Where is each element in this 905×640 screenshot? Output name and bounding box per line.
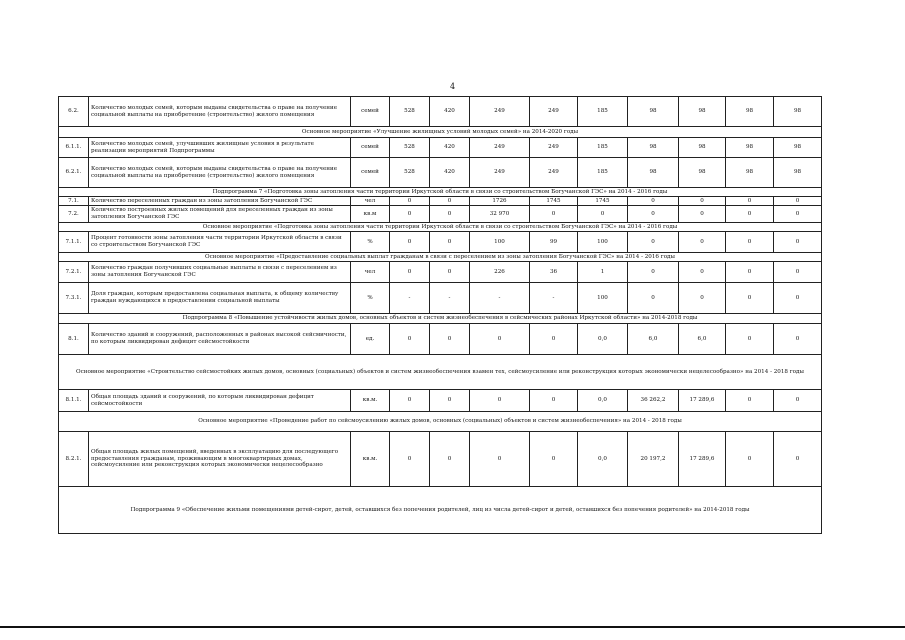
value-cell: 0	[628, 262, 679, 283]
indicator-name: Количество построенных жилых помещений для переселенных граждан из зоны затопления Богучанской ГЭС	[89, 206, 351, 223]
value-cell: 0	[530, 206, 578, 223]
indicator-name: Общая площадь жилых помещений, введенных в эксплуатацию для последующего предоставления гражданам, проживающим в многоквартирных домах, сейсмоусиление или реконструкция которых экономически нецелесообразно	[89, 432, 351, 487]
value-cell: 0	[679, 232, 726, 253]
unit-cell: чел	[351, 197, 390, 206]
section-header-row	[59, 253, 822, 262]
indicator-name: Количество молодых семей, которым выданы свидетельства о праве на получение социальной выплаты на приобретение (строительство) жилого помещения	[89, 158, 351, 188]
indicator-name: Доля граждан, которым предоставлена социальная выплата, к общему количеству граждан нуждающихся в предоставлении социальной выплаты	[89, 283, 351, 314]
table-row	[59, 138, 822, 158]
section-header-row	[59, 314, 822, 324]
value-cell: 0	[774, 283, 822, 314]
value-cell: 36 262,2	[628, 390, 679, 412]
value-cell: 249	[530, 138, 578, 158]
value-cell: 0,0	[578, 390, 628, 412]
value-cell: 420	[430, 158, 470, 188]
value-cell: 185	[578, 97, 628, 127]
value-cell: 20 197,2	[628, 432, 679, 487]
value-cell: 528	[390, 138, 430, 158]
value-cell: 249	[470, 97, 530, 127]
row-code: 7.1.	[59, 197, 89, 206]
indicator-name: Процент готовности зоны затопления части территории Иркутской области в связи со строительством Богучанской ГЭС	[89, 232, 351, 253]
value-cell: 98	[726, 138, 774, 158]
section-header-row	[59, 188, 822, 197]
row-code: 8.1.1.	[59, 390, 89, 412]
section-title: Основное мероприятие «Строительство сейсмостойких жилых домов, основных (социальных) объектов и систем жизнеобеспечения взамен тех, сейсмоусиление или реконструкция которых экономически нецелесообразно» на 2014 - 2018 годы	[59, 355, 822, 390]
value-cell: 100	[578, 283, 628, 314]
value-cell: 249	[530, 158, 578, 188]
value-cell: 0	[430, 390, 470, 412]
section-header-row	[59, 127, 822, 138]
value-cell: 6,0	[679, 324, 726, 355]
value-cell: -	[430, 283, 470, 314]
value-cell: 0	[578, 206, 628, 223]
value-cell: 32 970	[470, 206, 530, 223]
value-cell: 1745	[530, 197, 578, 206]
value-cell: 0	[774, 262, 822, 283]
value-cell: -	[530, 283, 578, 314]
value-cell: 0	[679, 262, 726, 283]
value-cell: 0	[430, 206, 470, 223]
value-cell: 6,0	[628, 324, 679, 355]
value-cell: 17 289,6	[679, 432, 726, 487]
value-cell: 98	[726, 158, 774, 188]
unit-cell: кв.м.	[351, 390, 390, 412]
value-cell: 0	[679, 206, 726, 223]
section-title: Основное мероприятие «Улучшение жилищных условий молодых семей» на 2014-2020 годы	[59, 127, 822, 138]
value-cell: 0	[470, 324, 530, 355]
value-cell: 0	[774, 206, 822, 223]
unit-cell: чел	[351, 262, 390, 283]
section-header-row	[59, 355, 822, 390]
value-cell: 0	[726, 262, 774, 283]
value-cell: 17 289,6	[679, 390, 726, 412]
value-cell: 0	[628, 283, 679, 314]
value-cell: 98	[726, 97, 774, 127]
value-cell: 0	[726, 324, 774, 355]
indicator-name: Количество зданий и сооружений, расположенных в районах высокой сейсмичности, по которым ликвидирован дефицит сейсмостойкости	[89, 324, 351, 355]
value-cell: 1745	[578, 197, 628, 206]
table-row	[59, 232, 822, 253]
row-code: 6.2.1.	[59, 158, 89, 188]
indicator-name: Количество граждан получивших социальные выплаты в связи с переселением из зоны затопления Богучанской ГЭС	[89, 262, 351, 283]
value-cell: 0	[470, 390, 530, 412]
value-cell: 0	[430, 262, 470, 283]
row-code: 7.2.	[59, 206, 89, 223]
value-cell: 99	[530, 232, 578, 253]
value-cell: 0	[390, 206, 430, 223]
value-cell: 0	[390, 197, 430, 206]
table-row	[59, 390, 822, 412]
value-cell: 0	[774, 432, 822, 487]
section-title: Подпрограмма 8 «Повышение устойчивости жилых домов, основных объектов и систем жизнеобеспечения в сейсмических районах Иркутской области» на 2014-2018 годы	[59, 314, 822, 324]
table-row	[59, 432, 822, 487]
table-row	[59, 206, 822, 223]
value-cell: 98	[628, 138, 679, 158]
section-title: Подпрограмма 9 «Обеспечение жильми помещениями детей-сирот, детей, оставшихся без попечения родителей, лиц из числа детей-сирот и детей, оставшихся без попечения родителей» на 2014-2018 годы	[59, 487, 822, 534]
value-cell: 98	[679, 158, 726, 188]
table-row	[59, 324, 822, 355]
unit-cell: кв.м.	[351, 432, 390, 487]
unit-cell: ед.	[351, 324, 390, 355]
value-cell: 0	[390, 390, 430, 412]
section-header-row	[59, 487, 822, 534]
page-number: 4	[449, 82, 456, 91]
page-bottom-border	[0, 626, 905, 628]
value-cell: 100	[470, 232, 530, 253]
value-cell: 0	[628, 206, 679, 223]
value-cell: 0	[530, 432, 578, 487]
value-cell: 0	[430, 232, 470, 253]
value-cell: 1	[578, 262, 628, 283]
value-cell: 0	[628, 232, 679, 253]
value-cell: 0	[430, 324, 470, 355]
table-body	[59, 97, 822, 534]
value-cell: 0	[430, 197, 470, 206]
value-cell: 0	[726, 206, 774, 223]
value-cell: 100	[578, 232, 628, 253]
value-cell: 98	[774, 138, 822, 158]
value-cell: 420	[430, 97, 470, 127]
value-cell: -	[470, 283, 530, 314]
unit-cell: семей	[351, 158, 390, 188]
value-cell: 528	[390, 158, 430, 188]
unit-cell: семей	[351, 97, 390, 127]
value-cell: 0	[430, 432, 470, 487]
value-cell: 0	[470, 432, 530, 487]
value-cell: 36	[530, 262, 578, 283]
section-title: Основное мероприятие «Предоставление социальных выплат гражданам в связи с переселением из зоны затопления Богучанской ГЭС» на 2014 - 2016 годы	[59, 253, 822, 262]
table-row	[59, 283, 822, 314]
value-cell: 420	[430, 138, 470, 158]
value-cell: 0	[726, 197, 774, 206]
value-cell: 0,0	[578, 432, 628, 487]
value-cell: 0	[726, 232, 774, 253]
table-row	[59, 97, 822, 127]
row-code: 6.2.	[59, 97, 89, 127]
row-code: 7.2.1.	[59, 262, 89, 283]
row-code: 8.1.	[59, 324, 89, 355]
value-cell: 0	[679, 197, 726, 206]
value-cell: -	[390, 283, 430, 314]
unit-cell: кв.м	[351, 206, 390, 223]
value-cell: 226	[470, 262, 530, 283]
value-cell: 185	[578, 158, 628, 188]
value-cell: 0	[726, 283, 774, 314]
section-header-row	[59, 412, 822, 432]
section-header-row	[59, 223, 822, 232]
value-cell: 0	[774, 232, 822, 253]
table-row	[59, 197, 822, 206]
value-cell: 0	[774, 390, 822, 412]
value-cell: 98	[679, 138, 726, 158]
value-cell: 98	[774, 97, 822, 127]
value-cell: 98	[628, 158, 679, 188]
value-cell: 185	[578, 138, 628, 158]
value-cell: 0	[530, 390, 578, 412]
value-cell: 249	[470, 138, 530, 158]
indicators-table	[58, 96, 822, 534]
row-code: 6.1.1.	[59, 138, 89, 158]
value-cell: 0	[390, 262, 430, 283]
value-cell: 249	[530, 97, 578, 127]
section-title: Основное мероприятие «Подготовка зоны затопления части территории Иркутской области в связи со строительством Богучанской ГЭС» на 2014 - 2016 годы	[59, 223, 822, 232]
value-cell: 1726	[470, 197, 530, 206]
value-cell: 249	[470, 158, 530, 188]
value-cell: 98	[628, 97, 679, 127]
value-cell: 0	[679, 283, 726, 314]
indicator-name: Количество молодых семей, которым выданы свидетельства о праве на получение социальной выплаты на приобретение (строительство) жилого помещения	[89, 97, 351, 127]
value-cell: 0	[530, 324, 578, 355]
value-cell: 98	[679, 97, 726, 127]
section-title: Подпрограмма 7 «Подготовка зоны затопления части территории Иркутской области в связи со строительством Богучанской ГЭС» на 2014 - 2016 годы	[59, 188, 822, 197]
value-cell: 0	[390, 232, 430, 253]
row-code: 7.3.1.	[59, 283, 89, 314]
unit-cell: семей	[351, 138, 390, 158]
value-cell: 0	[726, 432, 774, 487]
value-cell: 0	[726, 390, 774, 412]
value-cell: 528	[390, 97, 430, 127]
row-code: 7.1.1.	[59, 232, 89, 253]
row-code: 8.2.1.	[59, 432, 89, 487]
value-cell: 0	[628, 197, 679, 206]
indicator-name: Общая площадь зданий и сооружений, по которым ликвидирован дефицит сейсмостойкости	[89, 390, 351, 412]
unit-cell: %	[351, 232, 390, 253]
value-cell: 98	[774, 158, 822, 188]
value-cell: 0,0	[578, 324, 628, 355]
unit-cell: %	[351, 283, 390, 314]
section-title: Основное мероприятие «Проведение работ по сейсмоусилению жилых домов, основных (социальных) объектов и систем жизнеобеспечения» на 2014 - 2018 годы	[59, 412, 822, 432]
value-cell: 0	[774, 197, 822, 206]
indicator-name: Количество переселенных граждан из зоны затопления Богучанской ГЭС	[89, 197, 351, 206]
indicator-name: Количество молодых семей, улучшивших жилищные условия в результате реализации мероприятий Подпрограммы	[89, 138, 351, 158]
value-cell: 0	[774, 324, 822, 355]
table-row	[59, 158, 822, 188]
value-cell: 0	[390, 432, 430, 487]
value-cell: 0	[390, 324, 430, 355]
table-row	[59, 262, 822, 283]
